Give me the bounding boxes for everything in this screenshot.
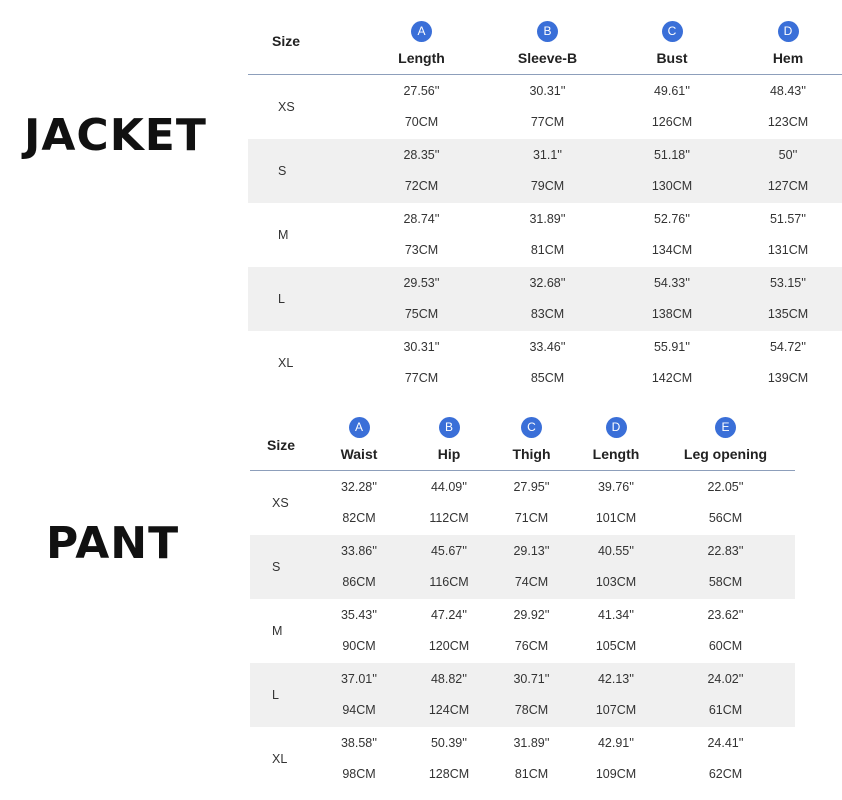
inch-value: 35.43'' xyxy=(340,607,378,622)
cm-value: 120CM xyxy=(428,638,470,653)
size-cell xyxy=(250,470,307,535)
measure-cell xyxy=(610,139,734,203)
cm-value: 73CM xyxy=(404,242,439,257)
inch-value: 23.62'' xyxy=(707,607,744,622)
column-label: Hem xyxy=(772,49,804,66)
cm-value: 123CM xyxy=(767,114,809,129)
measure-cell xyxy=(487,599,576,663)
measure-cell xyxy=(487,535,576,599)
measure-cell xyxy=(411,470,487,535)
measure-cell xyxy=(358,331,485,395)
size-label: L xyxy=(278,291,285,306)
inch-value: 22.83'' xyxy=(707,543,744,558)
cm-value: 82CM xyxy=(342,510,376,525)
inch-value: 44.09'' xyxy=(430,479,468,494)
measure-cell xyxy=(734,203,842,267)
column-header-leg-opening xyxy=(656,410,795,470)
inch-value: 31.1'' xyxy=(532,147,563,162)
measure-cell xyxy=(576,663,656,727)
inch-value: 32.28'' xyxy=(340,479,378,494)
measure-cell xyxy=(307,663,411,727)
cm-value: 142CM xyxy=(651,370,693,385)
inch-value: 33.86'' xyxy=(340,543,378,558)
measure-cell xyxy=(485,139,610,203)
measure-cell xyxy=(485,74,610,139)
cm-value: 109CM xyxy=(595,766,637,781)
cm-value: 62CM xyxy=(708,766,743,781)
measure-cell xyxy=(411,599,487,663)
pant-title: PANT xyxy=(46,518,180,569)
column-header-waist xyxy=(307,410,411,470)
column-badge: A xyxy=(411,21,432,42)
size-label: XL xyxy=(272,751,288,766)
jacket-title: JACKET xyxy=(24,110,207,161)
size-cell xyxy=(248,267,358,331)
inch-value: 24.41'' xyxy=(707,735,744,750)
pant-header-row xyxy=(250,410,795,470)
cm-value: 76CM xyxy=(514,638,549,653)
pant-size-table xyxy=(250,410,795,791)
size-header-label: Size xyxy=(267,436,296,453)
column-label: Sleeve-B xyxy=(517,49,578,66)
measure-cell xyxy=(656,663,795,727)
inch-value: 54.72'' xyxy=(769,339,807,354)
size-cell xyxy=(250,663,307,727)
size-cell xyxy=(250,727,307,791)
cm-value: 126CM xyxy=(651,114,693,129)
measure-cell xyxy=(656,727,795,791)
column-header-hip xyxy=(411,410,487,470)
size-label: XS xyxy=(278,99,295,114)
column-label: Bust xyxy=(656,49,688,66)
cm-value: 81CM xyxy=(514,766,549,781)
cm-value: 138CM xyxy=(651,306,693,321)
cm-value: 61CM xyxy=(708,702,743,717)
inch-value: 54.33'' xyxy=(653,275,691,290)
measure-cell xyxy=(307,470,411,535)
size-cell xyxy=(248,331,358,395)
measure-cell xyxy=(576,727,656,791)
cm-value: 103CM xyxy=(595,574,637,589)
inch-value: 48.43'' xyxy=(769,83,807,98)
column-badge: A xyxy=(349,417,370,438)
size-header-label: Size xyxy=(272,32,301,49)
inch-value: 50'' xyxy=(778,147,798,162)
inch-value: 29.13'' xyxy=(513,543,550,558)
measure-cell xyxy=(610,203,734,267)
inch-value: 24.02'' xyxy=(707,671,744,686)
measure-cell xyxy=(576,535,656,599)
inch-value: 29.53'' xyxy=(403,275,440,290)
size-cell xyxy=(250,599,307,663)
inch-value: 48.82'' xyxy=(430,671,468,686)
column-header-length xyxy=(576,410,656,470)
column-badge: D xyxy=(606,417,627,438)
size-label: M xyxy=(278,227,289,242)
measure-cell xyxy=(656,535,795,599)
inch-value: 40.55'' xyxy=(597,543,635,558)
measure-cell xyxy=(610,267,734,331)
inch-value: 41.34'' xyxy=(597,607,635,622)
measure-cell xyxy=(411,535,487,599)
size-label: L xyxy=(272,687,279,702)
inch-value: 22.05'' xyxy=(707,479,744,494)
cm-value: 116CM xyxy=(429,574,469,589)
inch-value: 38.58'' xyxy=(340,735,378,750)
inch-value: 32.68'' xyxy=(529,275,566,290)
column-label: Thigh xyxy=(512,445,551,462)
cm-value: 83CM xyxy=(530,306,565,321)
jacket-header-row xyxy=(248,8,842,74)
measure-cell xyxy=(656,470,795,535)
measure-cell xyxy=(485,267,610,331)
table-row xyxy=(248,139,842,203)
inch-value: 53.15'' xyxy=(769,275,807,290)
measure-cell xyxy=(734,267,842,331)
inch-value: 42.13'' xyxy=(597,671,635,686)
measure-cell xyxy=(307,727,411,791)
cm-value: 81CM xyxy=(530,242,565,257)
inch-value: 51.57'' xyxy=(769,211,807,226)
inch-value: 37.01'' xyxy=(340,671,378,686)
inch-value: 30.71'' xyxy=(513,671,550,686)
measure-cell xyxy=(358,267,485,331)
cm-value: 124CM xyxy=(428,702,470,717)
table-row xyxy=(250,727,795,791)
size-cell xyxy=(248,139,358,203)
column-header-length xyxy=(358,8,485,74)
inch-value: 28.35'' xyxy=(403,147,440,162)
column-badge: C xyxy=(521,417,542,438)
measure-cell xyxy=(487,470,576,535)
cm-value: 79CM xyxy=(530,178,565,193)
cm-value: 86CM xyxy=(342,574,376,589)
cm-value: 98CM xyxy=(342,766,376,781)
measure-cell xyxy=(576,470,656,535)
cm-value: 85CM xyxy=(530,370,565,385)
column-label: Leg opening xyxy=(683,445,768,462)
table-row xyxy=(248,267,842,331)
inch-value: 49.61'' xyxy=(653,83,691,98)
size-label: S xyxy=(272,559,281,574)
measure-cell xyxy=(610,74,734,139)
inch-value: 27.56'' xyxy=(403,83,440,98)
size-label: S xyxy=(278,163,287,178)
column-badge: B xyxy=(537,21,558,42)
size-cell xyxy=(248,203,358,267)
column-header-hem xyxy=(734,8,842,74)
cm-value: 75CM xyxy=(404,306,439,321)
cm-value: 94CM xyxy=(342,702,376,717)
column-badge: B xyxy=(439,417,460,438)
table-row xyxy=(248,74,842,139)
column-badge: D xyxy=(778,21,799,42)
cm-value: 105CM xyxy=(595,638,637,653)
measure-cell xyxy=(485,203,610,267)
measure-cell xyxy=(656,599,795,663)
cm-value: 135CM xyxy=(767,306,809,321)
column-badge: C xyxy=(662,21,683,42)
measure-cell xyxy=(358,74,485,139)
column-label: Hip xyxy=(437,445,461,462)
cm-value: 131CM xyxy=(767,242,809,257)
cm-value: 128CM xyxy=(428,766,470,781)
cm-value: 90CM xyxy=(342,638,376,653)
cm-value: 139CM xyxy=(767,370,809,385)
measure-cell xyxy=(307,599,411,663)
cm-value: 60CM xyxy=(708,638,743,653)
cm-value: 58CM xyxy=(708,574,743,589)
cm-value: 134CM xyxy=(651,242,693,257)
cm-value: 77CM xyxy=(530,114,565,129)
column-header-sleeve-b xyxy=(485,8,610,74)
cm-value: 130CM xyxy=(651,178,693,193)
inch-value: 33.46'' xyxy=(529,339,566,354)
measure-cell xyxy=(307,535,411,599)
cm-value: 107CM xyxy=(595,702,637,717)
column-badge: E xyxy=(715,417,736,438)
cm-value: 127CM xyxy=(767,178,809,193)
table-row xyxy=(248,203,842,267)
inch-value: 29.92'' xyxy=(513,607,550,622)
measure-cell xyxy=(734,331,842,395)
size-cell xyxy=(250,535,307,599)
cm-value: 72CM xyxy=(404,178,439,193)
measure-cell xyxy=(487,663,576,727)
column-header-bust xyxy=(610,8,734,74)
size-column-header xyxy=(250,410,307,470)
size-cell xyxy=(248,74,358,139)
inch-value: 31.89'' xyxy=(513,735,550,750)
cm-value: 77CM xyxy=(404,370,439,385)
inch-value: 42.91'' xyxy=(597,735,635,750)
inch-value: 50.39'' xyxy=(430,735,468,750)
inch-value: 39.76'' xyxy=(597,479,635,494)
inch-value: 47.24'' xyxy=(430,607,468,622)
column-label: Length xyxy=(398,49,445,66)
measure-cell xyxy=(485,331,610,395)
measure-cell xyxy=(411,663,487,727)
size-label: M xyxy=(272,623,283,638)
cm-value: 112CM xyxy=(429,510,469,525)
inch-value: 52.76'' xyxy=(653,211,691,226)
measure-cell xyxy=(610,331,734,395)
cm-value: 101CM xyxy=(595,510,637,525)
jacket-size-table xyxy=(248,8,842,395)
measure-cell xyxy=(487,727,576,791)
size-column-header xyxy=(248,8,358,74)
inch-value: 51.18'' xyxy=(653,147,691,162)
column-header-thigh xyxy=(487,410,576,470)
cm-value: 78CM xyxy=(514,702,549,717)
table-row xyxy=(250,535,795,599)
measure-cell xyxy=(576,599,656,663)
table-row xyxy=(250,663,795,727)
inch-value: 55.91'' xyxy=(653,339,691,354)
inch-value: 28.74'' xyxy=(403,211,440,226)
size-label: XS xyxy=(272,495,289,510)
measure-cell xyxy=(734,74,842,139)
inch-value: 30.31'' xyxy=(403,339,440,354)
cm-value: 74CM xyxy=(514,574,549,589)
inch-value: 27.95'' xyxy=(513,479,550,494)
measure-cell xyxy=(358,203,485,267)
table-row xyxy=(250,470,795,535)
column-label: Waist xyxy=(340,445,378,462)
size-label: XL xyxy=(278,355,294,370)
measure-cell xyxy=(734,139,842,203)
inch-value: 31.89'' xyxy=(529,211,566,226)
inch-value: 30.31'' xyxy=(529,83,566,98)
table-row xyxy=(250,599,795,663)
column-label: Length xyxy=(592,445,640,462)
table-row xyxy=(248,331,842,395)
cm-value: 56CM xyxy=(708,510,743,525)
inch-value: 45.67'' xyxy=(430,543,468,558)
cm-value: 71CM xyxy=(514,510,549,525)
cm-value: 70CM xyxy=(404,114,439,129)
measure-cell xyxy=(411,727,487,791)
measure-cell xyxy=(358,139,485,203)
